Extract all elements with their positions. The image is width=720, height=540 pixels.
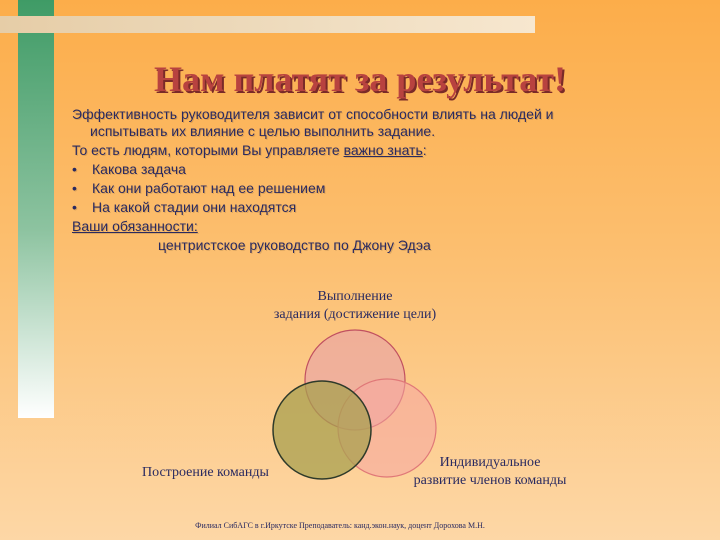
venn-label-individual <box>375 454 605 490</box>
venn-label-individual-line-2: развитие членов команды <box>413 473 567 488</box>
bullet-dot-icon: • <box>72 180 77 196</box>
slide-title: Нам платят за результат! <box>154 59 566 99</box>
paragraph-1-line-2: испытывать их влияние с целью выполнить задание. <box>90 123 436 139</box>
venn-label-task-line-1: Выполнение <box>317 289 393 304</box>
bullet-dot-icon: • <box>72 199 77 215</box>
venn-label-task-line-2: задания (достижение цели) <box>273 307 437 322</box>
venn-label-team: Построение команды <box>142 465 269 480</box>
venn-label-individual-line-1: Индивидуальное <box>439 455 541 470</box>
bullet-dot-icon: • <box>72 161 77 177</box>
bullet-text: На какой стадии они находятся <box>92 199 297 215</box>
model-caption: центристское руководство по Джону Эдэа <box>158 237 431 253</box>
slide-footer: Филиал СибАГС в г.Иркутске Преподаватель: канд.экон.наук, доцент Дорохова М.Н. <box>195 521 485 530</box>
paragraph-2-text: То есть людям, которыми Вы управляете <box>72 142 344 158</box>
duties-heading: Ваши обязанности: <box>72 218 198 234</box>
paragraph-1-line-1: Эффективность руководителя зависит от способности влиять на людей и <box>72 106 554 122</box>
important-to-know-text: важно знать <box>343 142 423 158</box>
paragraph-2-colon: : <box>422 142 427 158</box>
venn-label-task <box>235 288 475 324</box>
bullet-text: Какова задача <box>92 161 186 177</box>
bullet-text: Как они работают над ее решением <box>92 180 326 196</box>
